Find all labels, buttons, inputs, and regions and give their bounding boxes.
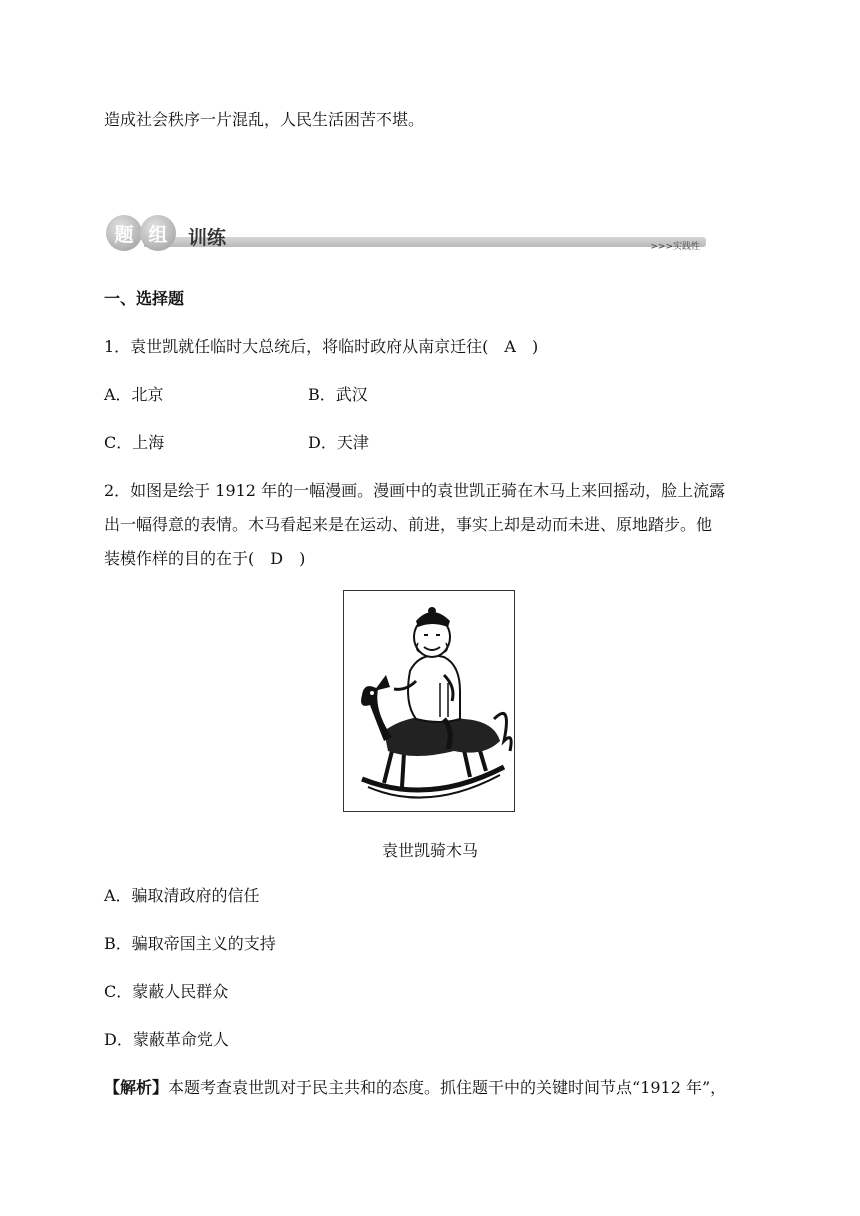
analysis-text: 本题考查袁世凯对于民主共和的态度。抓住题干中的关键时间节点“1912 年”， xyxy=(168,1078,727,1097)
intro-text: 造成社会秩序一片混乱，人民生活困苦不堪。 xyxy=(104,110,425,129)
analysis-label: 【解析】 xyxy=(104,1078,169,1097)
q2-option-c: C．蒙蔽人民群众 xyxy=(104,982,229,1001)
q2-option-a: A．骗取清政府的信任 xyxy=(104,886,260,905)
q1-option-d: D．天津 xyxy=(308,433,369,452)
banner-char-1: 题 xyxy=(106,215,142,251)
q1-option-c: C．上海 xyxy=(104,433,165,452)
banner-tag: >>>实践性 xyxy=(650,242,700,252)
section-banner xyxy=(104,215,706,255)
banner-title: 训练 xyxy=(188,227,227,249)
figure-caption: 袁世凯骑木马 xyxy=(381,841,478,860)
banner-char-2: 组 xyxy=(140,215,176,251)
question-2-stem-line-1: 2．如图是绘于 1912 年的一幅漫画。漫画中的袁世凯正骑在木马上来回摇动，脸上流露 xyxy=(104,481,726,500)
q2-option-b: B．骗取帝国主义的支持 xyxy=(104,934,276,953)
question-2-stem-line-3: 装模作样的目的在于( D ) xyxy=(104,549,306,568)
rocking-horse-illustration xyxy=(344,591,514,811)
q1-option-b: B．武汉 xyxy=(308,385,368,404)
question-1-stem: 1．袁世凯就任临时大总统后，将临时政府从南京迁往( A ) xyxy=(104,337,539,356)
q1-option-a: A．北京 xyxy=(104,385,164,404)
banner-bar xyxy=(144,237,706,247)
analysis-paragraph xyxy=(104,1078,726,1098)
question-2-stem-line-2: 出一幅得意的表情。木马看起来是在运动、前进，事实上却是动而未进、原地踏步。他 xyxy=(104,515,713,534)
cartoon-figure xyxy=(343,590,515,812)
section-heading: 一、选择题 xyxy=(104,289,185,308)
q2-option-d: D．蒙蔽革命党人 xyxy=(104,1030,229,1049)
